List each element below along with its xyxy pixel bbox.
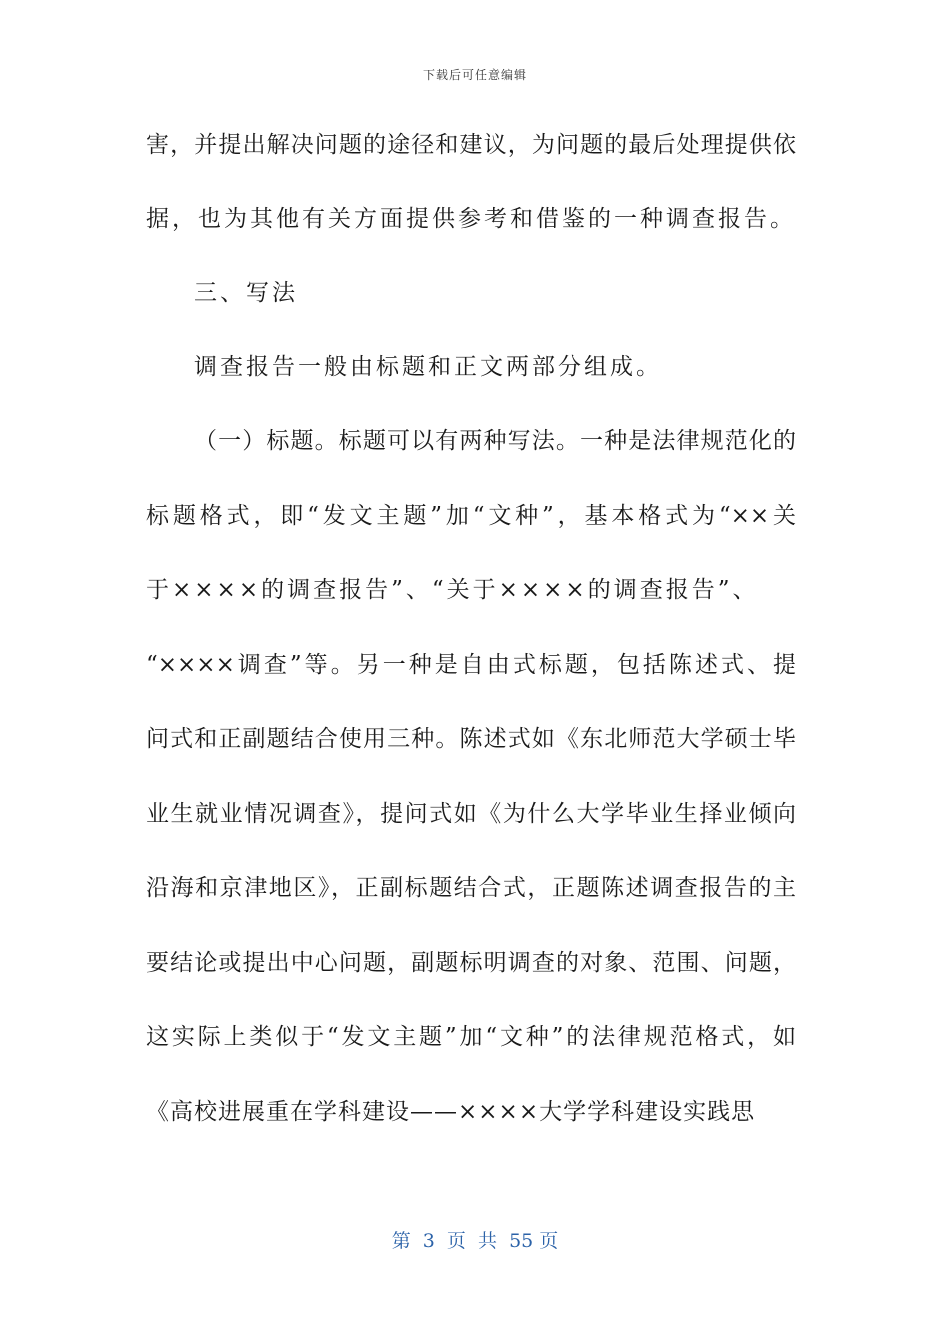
page-number: 第 3 页 共 55 页 bbox=[391, 1230, 559, 1252]
download-note: 下载后可任意编辑 bbox=[422, 68, 527, 82]
text-line-11: 沿海和京津地区》，正副标题结合式，正题陈述调查报告的主 bbox=[146, 875, 796, 901]
text-line-10: 业生就业情况调查》，提问式如《为什么大学毕业生择业倾向 bbox=[146, 801, 796, 827]
text-line-1: 害，并提出解决问题的途径和建议，为问题的最后处理提供依 bbox=[146, 132, 796, 158]
text-line-8: “××××调查”等。另一种是自由式标题，包括陈述式、提 bbox=[146, 652, 796, 678]
text-line-14: 《高校进展重在学科建设——××××大学学科建设实践思 bbox=[146, 1099, 756, 1125]
text-line-5: （一）标题。标题可以有两种写法。一种是法律规范化的 bbox=[194, 428, 796, 454]
section-heading-writing-method: 三、写法 bbox=[194, 280, 298, 306]
text-line-13: 这实际上类似于“发文主题”加“文种”的法律规范格式，如 bbox=[146, 1024, 796, 1050]
text-line-9: 问式和正副题结合使用三种。陈述式如《东北师范大学硕士毕 bbox=[146, 726, 796, 752]
text-line-2: 据，也为其他有关方面提供参考和借鉴的一种调查报告。 bbox=[146, 206, 796, 232]
text-line-6: 标题格式，即“发文主题”加“文种”，基本格式为“××关 bbox=[146, 503, 796, 529]
text-line-12: 要结论或提出中心问题，副题标明调查的对象、范围、问题， bbox=[146, 950, 796, 976]
text-line-7: 于××××的调查报告”、“关于××××的调查报告”、 bbox=[146, 577, 759, 603]
text-line-4: 调查报告一般由标题和正文两部分组成。 bbox=[194, 354, 662, 380]
